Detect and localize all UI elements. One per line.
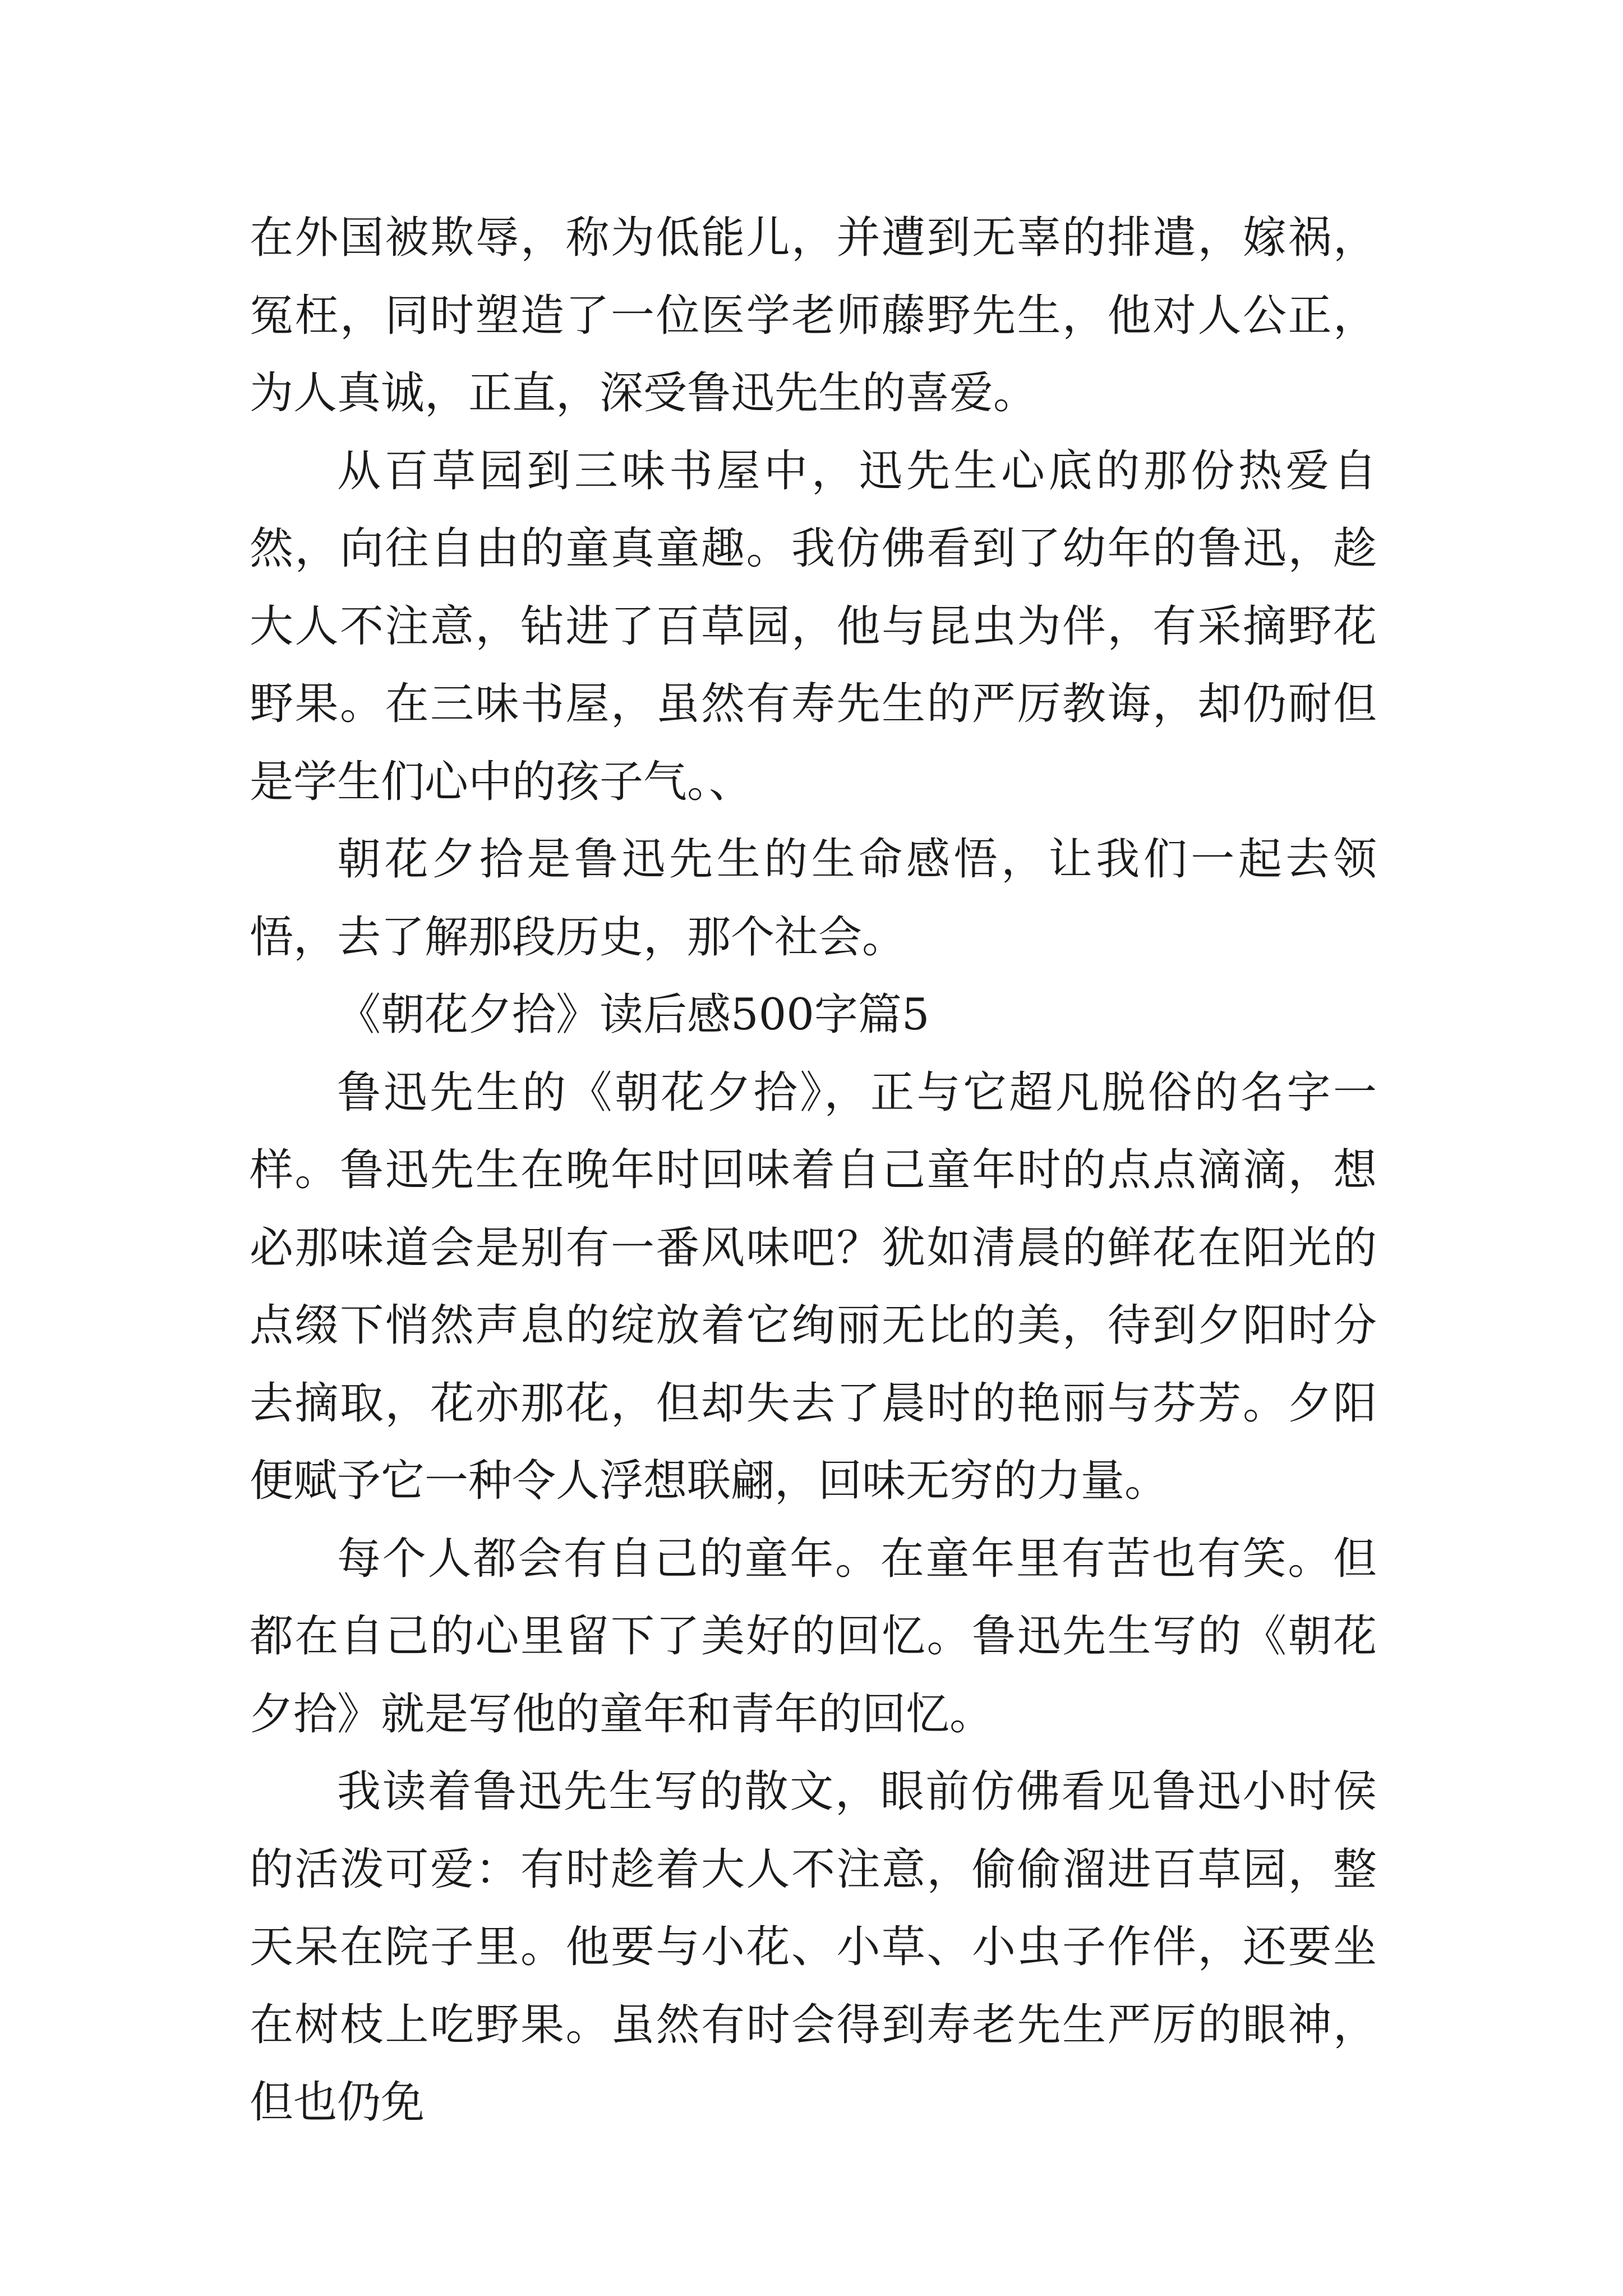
paragraph-reading-prose: 我读着鲁迅先生写的散文，眼前仿佛看见鲁迅小时侯的活泼可爱：有时趁着大人不注意，偷偷溜进百草园，整天呆在院子里。他要与小花、小草、小虫子作伴，还要坐在树枝上吃野果。虽然有时会得到寿老先生严厉的眼神，但也仍免 xyxy=(250,1766,1377,2128)
section-heading-essay-5: 《朝花夕拾》读后感500字篇5 xyxy=(337,990,930,1040)
paragraph-life-insight: 朝花夕拾是鲁迅先生的生命感悟，让我们一起去领悟，去了解那段历史，那个社会。 xyxy=(250,834,1377,963)
paragraph-baicaoyuan: 从百草园到三味书屋中，迅先生心底的那份热爱自然，向往自由的童真童趣。我仿佛看到了幼年的鲁迅，趁大人不注意，钻进了百草园，他与昆虫为伴，有采摘野花野果。在三味书屋，虽然有寿先生的严厉教诲，却仍耐但是学生们心中的孩子气。、 xyxy=(250,445,1377,807)
paragraph-childhood: 每个人都会有自己的童年。在童年里有苦也有笑。但都在自己的心里留下了美好的回忆。鲁迅先生写的《朝花夕拾》就是写他的童年和青年的回忆。 xyxy=(250,1533,1377,1740)
paragraph-intro-essay-5: 鲁迅先生的《朝花夕拾》，正与它超凡脱俗的名字一样。鲁迅先生在晚年时回味着自己童年时的点点滴滴，想必那味道会是别有一番风味吧？犹如清晨的鲜花在阳光的点缀下悄然声息的绽放着它绚丽无比的美，待到夕阳时分去摘取，花亦那花，但却失去了晨时的艳丽与芬芳。夕阳便赋予它一种令人浮想联翩，回味无穷的力量。 xyxy=(250,1067,1377,1506)
document-body xyxy=(250,199,1377,2142)
paragraph-continuation: 在外国被欺辱，称为低能儿，并遭到无辜的排遣，嫁祸，冤枉，同时塑造了一位医学老师藤野先生，他对人公正，为人真诚，正直，深受鲁迅先生的喜爱。 xyxy=(250,213,1377,418)
